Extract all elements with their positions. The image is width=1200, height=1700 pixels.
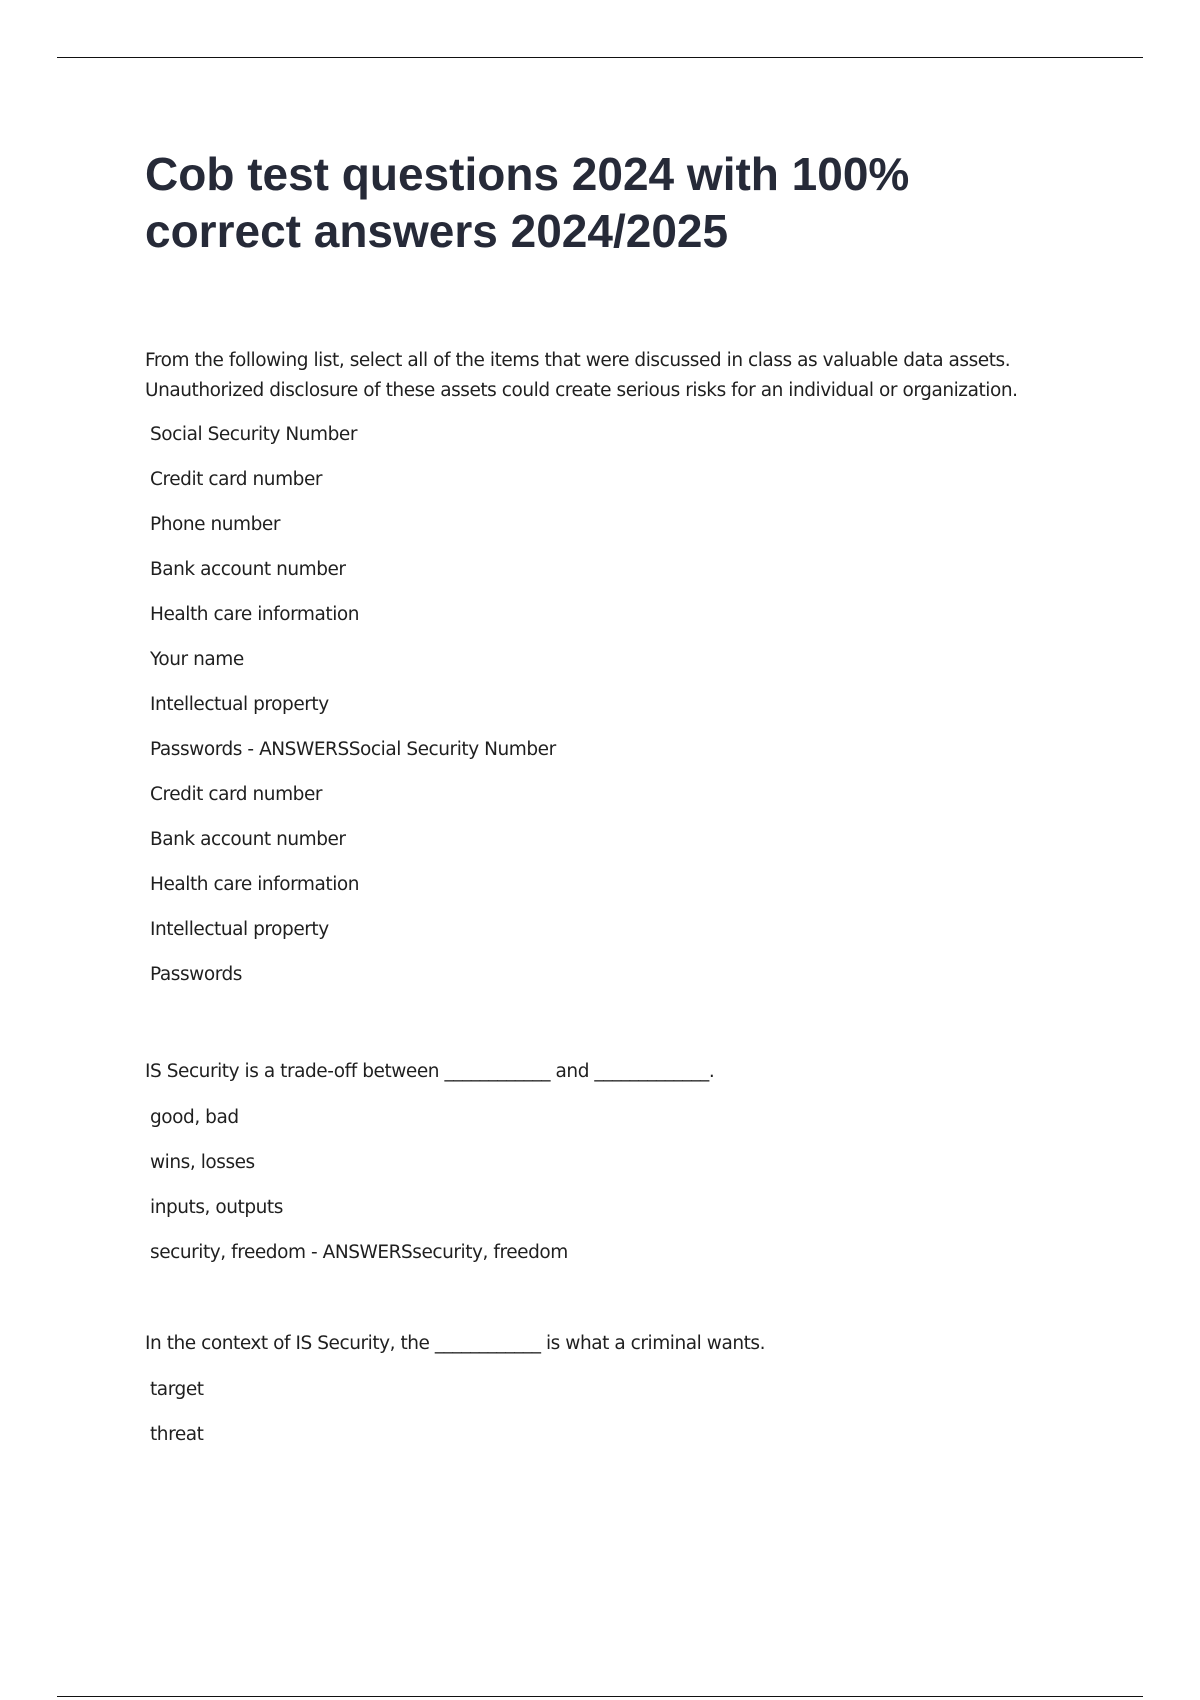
answer-options — [150, 1379, 204, 1469]
answer-option: wins, losses — [150, 1152, 255, 1173]
answer-option: security, freedom - ANSWERSsecurity, freedom — [150, 1242, 568, 1263]
answer-options — [150, 1107, 568, 1287]
answer-option: threat — [150, 1424, 204, 1445]
answer-option: inputs, outputs — [150, 1197, 283, 1218]
answer-option: Phone number — [150, 514, 280, 535]
answer-option: Passwords — [150, 964, 243, 985]
answer-option: Credit card number — [150, 469, 323, 490]
answer-option: Intellectual property — [150, 694, 329, 715]
answer-option: Intellectual property — [150, 919, 329, 940]
answer-option: Health care information — [150, 874, 360, 895]
answer-option: Health care information — [150, 604, 360, 625]
answer-option: Your name — [150, 649, 244, 670]
answer-option: good, bad — [150, 1107, 239, 1128]
question-text: In the context of IS Security, the ____________ is what a criminal wants. — [145, 1333, 766, 1354]
footer-rule — [57, 1696, 1143, 1697]
question-text: From the following list, select all of the items that were discussed in class as valuable data assets. Unauthorized disclosure of these assets could create serious risks for an individual or organization. — [145, 350, 1018, 401]
answer-option: Credit card number — [150, 784, 323, 805]
header-rule — [57, 57, 1143, 58]
answer-option: Social Security Number — [150, 424, 357, 445]
question-text: IS Security is a trade-off between ____________ and _____________. — [145, 1061, 715, 1082]
answer-option: Passwords - ANSWERSSocial Security Number — [150, 739, 556, 760]
answer-options — [150, 424, 556, 1009]
answer-option: target — [150, 1379, 204, 1400]
answer-option: Bank account number — [150, 829, 346, 850]
document-title: Cob test questions 2024 with 100% correct answers 2024/2025 — [145, 148, 910, 257]
answer-option: Bank account number — [150, 559, 346, 580]
